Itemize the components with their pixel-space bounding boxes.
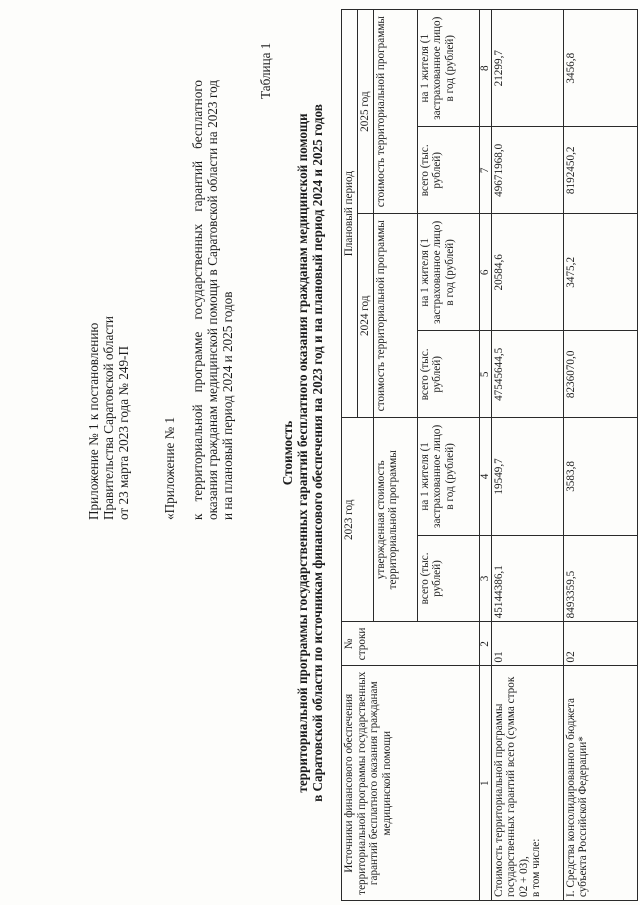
header-cost-2025: стоимость территориальной программы xyxy=(373,10,417,214)
value-cell: 8236070,0 xyxy=(563,331,637,418)
table-number: Таблица 1 xyxy=(258,42,273,99)
row-code: 01 xyxy=(491,622,563,666)
title-line-2: территориальной программы государственных гарантий бесплатного оказания гражданам медицинской помощи xyxy=(295,113,310,793)
row-name: I. Средства консолидированного бюджета субъекта Российской Федерации* xyxy=(563,666,637,901)
header-cost-2024: стоимость территориальной программы xyxy=(373,214,417,418)
appendix-line-1: Приложение № 1 к постановлению xyxy=(86,322,101,520)
column-number: 8 xyxy=(479,10,491,127)
header-total-2023: всего (тыс. рублей) xyxy=(417,535,479,622)
cost-table xyxy=(341,9,638,901)
column-number: 1 xyxy=(479,666,491,901)
table-row xyxy=(563,10,637,901)
header-per-person-2024: на 1 жителя (1 застрахованное лицо) в год (рублей) xyxy=(417,214,479,331)
column-number: 3 xyxy=(479,535,491,622)
column-number: 7 xyxy=(479,127,491,214)
header-year-2024: 2024 год xyxy=(358,214,374,418)
value-cell: 45144386,1 xyxy=(491,535,563,622)
header-year-2023: 2023 год xyxy=(342,418,374,622)
column-number: 6 xyxy=(479,214,491,331)
column-number: 4 xyxy=(479,418,491,535)
title-line-1: Стоимость xyxy=(280,420,295,486)
program-reference xyxy=(162,80,235,520)
value-cell: 47545644,5 xyxy=(491,331,563,418)
column-number-row xyxy=(479,10,491,901)
header-row-number: № строки xyxy=(342,622,480,666)
header-source: Источники финансового обеспечения территориальной программы государственных гарантий бесплатного оказания гражданам медицинской помощи xyxy=(342,666,480,901)
document-title xyxy=(280,25,325,881)
column-number: 2 xyxy=(479,622,491,666)
row-name xyxy=(491,666,563,901)
table-row xyxy=(491,10,563,901)
value-cell: 20584,6 xyxy=(491,214,563,331)
value-cell: 3475,2 xyxy=(563,214,637,331)
header-per-person-2023: на 1 жителя (1 застрахованное лицо) в год (рублей) xyxy=(417,418,479,535)
value-cell: 3583,8 xyxy=(563,418,637,535)
row-note-text: в том числе: xyxy=(530,838,542,897)
value-cell: 49671968,0 xyxy=(491,127,563,214)
value-cell: 19549,7 xyxy=(491,418,563,535)
header-year-2025: 2025 год xyxy=(358,10,374,214)
value-cell: 8493359,5 xyxy=(563,535,637,622)
value-cell: 3456,8 xyxy=(563,10,637,127)
header-planned-period: Плановый период xyxy=(342,10,358,418)
title-line-3: в Саратовской области по источникам финансового обеспечения на 2023 год и на плановый период 2024 и 2025 годов xyxy=(310,104,325,802)
reference-title: «Приложение № 1 xyxy=(162,416,177,520)
header-per-person-2025: на 1 жителя (1 застрахованное лицо) в год (рублей) xyxy=(417,10,479,127)
header-total-2025: всего (тыс. рублей) xyxy=(417,127,479,214)
row-name-text: Стоимость территориальной программы государственных гарантий всего (сумма строк 02 + 03), xyxy=(492,676,530,897)
appendix-header xyxy=(86,220,131,520)
reference-text: к территориальной программе государственных гарантий бесплатного оказания гражданам медицинской помощи в Саратовской области на 2023 год и на плановый период 2024 и 2025 годов xyxy=(190,80,235,520)
row-code: 02 xyxy=(563,622,637,666)
header-total-2024: всего (тыс. рублей) xyxy=(417,331,479,418)
column-number: 5 xyxy=(479,331,491,418)
appendix-line-3: от 23 марта 2023 года № 249-П xyxy=(116,346,131,520)
header-approved-cost: утвержденная стоимость территориальной программы xyxy=(373,418,417,622)
value-cell: 8192450,2 xyxy=(563,127,637,214)
value-cell: 21299,7 xyxy=(491,10,563,127)
appendix-line-2: Правительства Саратовской области xyxy=(101,316,116,520)
